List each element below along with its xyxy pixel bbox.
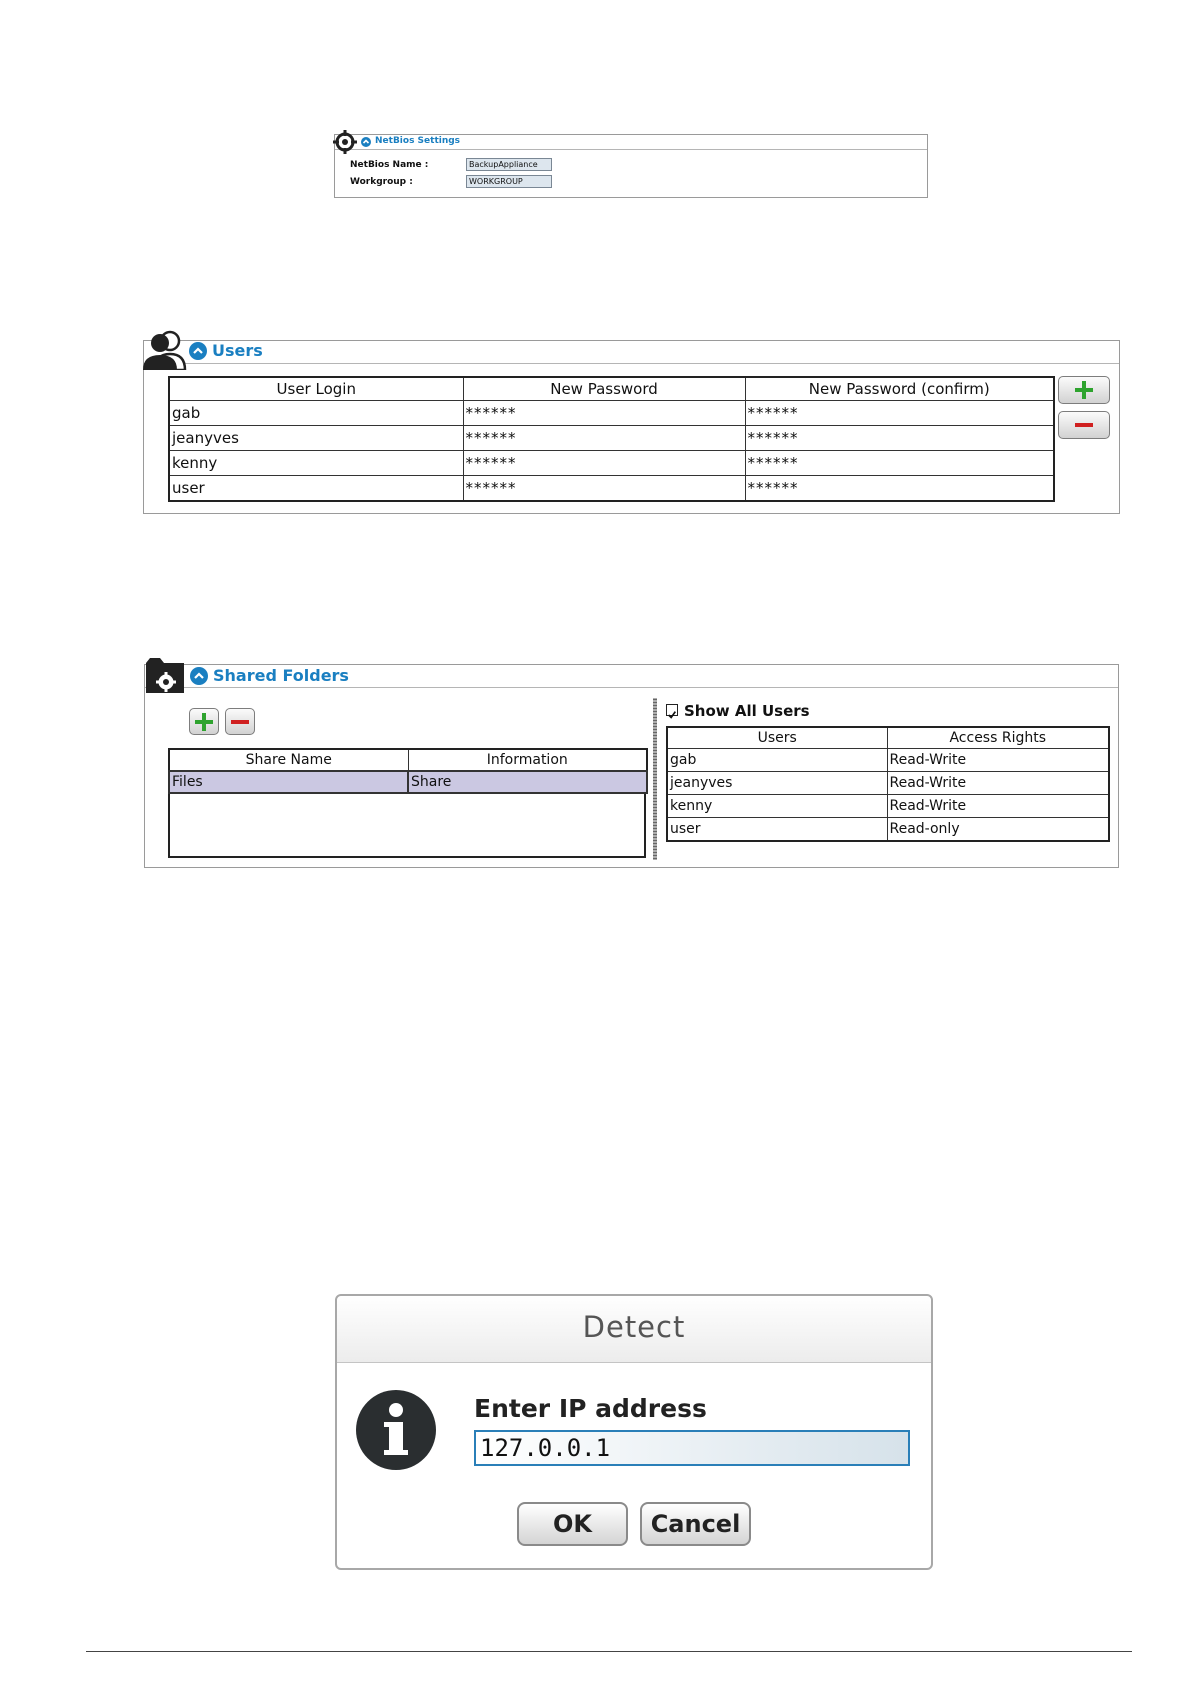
shared-folders-panel-title: Shared Folders xyxy=(213,666,349,685)
enter-ip-label: Enter IP address xyxy=(474,1394,707,1423)
rights-value-cell[interactable]: Read-Write xyxy=(887,772,1109,795)
table-row[interactable] xyxy=(169,451,1054,476)
user-login-cell[interactable]: kenny xyxy=(169,451,463,476)
column-header-share-name[interactable]: Share Name xyxy=(169,749,408,771)
password-cell[interactable]: ****** xyxy=(463,426,745,451)
rights-user-cell[interactable]: user xyxy=(667,818,887,842)
column-header-users[interactable]: Users xyxy=(667,727,887,749)
access-rights-table-header xyxy=(667,727,1109,749)
confirm-password-cell[interactable]: ****** xyxy=(745,426,1054,451)
user-login-cell[interactable]: user xyxy=(169,476,463,502)
remove-share-button[interactable] xyxy=(225,708,255,735)
netbios-name-input[interactable] xyxy=(466,158,552,171)
column-header-confirm-password[interactable]: New Password (confirm) xyxy=(745,377,1054,401)
ip-address-input[interactable] xyxy=(474,1430,910,1466)
users-icon xyxy=(143,330,187,370)
table-row[interactable] xyxy=(667,795,1109,818)
shares-table-header xyxy=(169,749,647,771)
users-table-header xyxy=(169,377,1054,401)
checkmark-icon xyxy=(667,710,677,720)
rights-value-cell[interactable]: Read-Write xyxy=(887,795,1109,818)
table-row[interactable] xyxy=(169,771,647,793)
remove-user-button[interactable] xyxy=(1058,411,1110,439)
access-rights-table xyxy=(666,726,1110,842)
column-header-new-password[interactable]: New Password xyxy=(463,377,745,401)
users-panel-title: Users xyxy=(212,341,263,360)
info-icon xyxy=(356,1390,436,1470)
user-login-cell[interactable]: jeanyves xyxy=(169,426,463,451)
share-name-cell[interactable]: Files xyxy=(169,771,408,793)
share-info-cell[interactable]: Share xyxy=(408,771,647,793)
panel-splitter[interactable] xyxy=(653,698,657,860)
shares-table xyxy=(168,748,648,794)
page-footer-rule xyxy=(86,1651,1132,1652)
dialog-title: Detect xyxy=(582,1310,686,1344)
add-user-button[interactable] xyxy=(1058,376,1110,404)
confirm-password-cell[interactable]: ****** xyxy=(745,401,1054,426)
netbios-collapse-icon[interactable] xyxy=(361,137,371,147)
workgroup-label: Workgroup : xyxy=(350,177,413,187)
table-row[interactable] xyxy=(667,772,1109,795)
folder-settings-icon xyxy=(144,655,186,695)
detect-dialog xyxy=(335,1294,933,1570)
rights-user-cell[interactable]: gab xyxy=(667,749,887,772)
show-all-users-checkbox[interactable] xyxy=(666,704,678,716)
users-collapse-icon[interactable] xyxy=(189,342,207,360)
workgroup-input[interactable] xyxy=(466,175,552,188)
rights-value-cell[interactable]: Read-Write xyxy=(887,749,1109,772)
user-login-cell[interactable]: gab xyxy=(169,401,463,426)
shared-folders-collapse-icon[interactable] xyxy=(190,667,208,685)
cancel-button[interactable]: Cancel xyxy=(640,1502,751,1546)
confirm-password-cell[interactable]: ****** xyxy=(745,451,1054,476)
rights-user-cell[interactable]: jeanyves xyxy=(667,772,887,795)
password-cell[interactable]: ****** xyxy=(463,451,745,476)
confirm-password-cell[interactable]: ****** xyxy=(745,476,1054,502)
dialog-titlebar[interactable] xyxy=(337,1296,931,1363)
network-settings-icon xyxy=(333,130,357,154)
column-header-user-login[interactable]: User Login xyxy=(169,377,463,401)
table-row[interactable] xyxy=(169,476,1054,502)
column-header-access-rights[interactable]: Access Rights xyxy=(887,727,1109,749)
table-row[interactable] xyxy=(169,401,1054,426)
password-cell[interactable]: ****** xyxy=(463,476,745,502)
table-row[interactable] xyxy=(667,749,1109,772)
column-header-information[interactable]: Information xyxy=(408,749,647,771)
netbios-panel-title: NetBios Settings xyxy=(375,136,461,146)
rights-user-cell[interactable]: kenny xyxy=(667,795,887,818)
password-cell[interactable]: ****** xyxy=(463,401,745,426)
table-row[interactable] xyxy=(169,426,1054,451)
netbios-name-label: NetBios Name : xyxy=(350,160,429,170)
ok-button[interactable]: OK xyxy=(517,1502,628,1546)
users-table xyxy=(168,376,1055,502)
users-panel-header xyxy=(144,341,1119,364)
rights-value-cell[interactable]: Read-only xyxy=(887,818,1109,842)
add-share-button[interactable] xyxy=(189,708,219,735)
table-row[interactable] xyxy=(667,818,1109,842)
show-all-users-label[interactable]: Show All Users xyxy=(684,702,810,720)
